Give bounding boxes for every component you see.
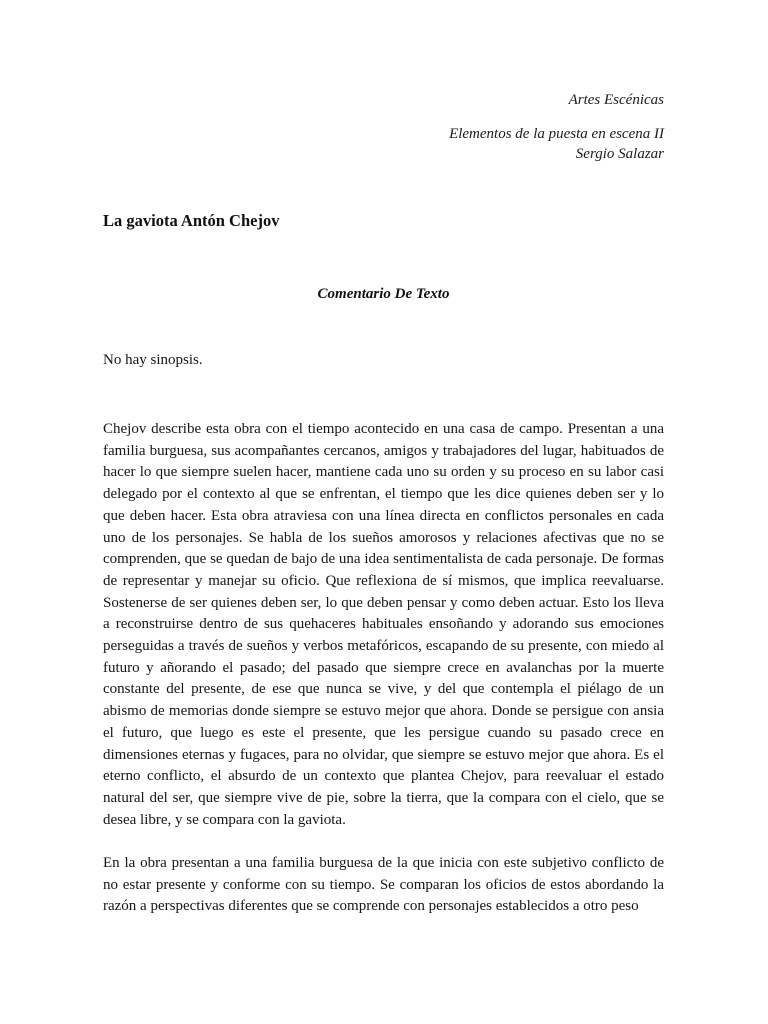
synopsis-note: No hay sinopsis. bbox=[103, 352, 203, 368]
body-paragraph-2: En la obra presentan a una familia burguesa de la que inicia con este subjetivo conflicto de no estar presente y conforme con su tiempo. Se comparan los oficios de estos abordando la razón a perspectivas diferentes que se comprende con personajes establecidos a otro peso bbox=[103, 855, 664, 915]
header-subtitle: Elementos de la puesta en escena II bbox=[449, 126, 664, 142]
header-course: Artes Escénicas bbox=[568, 92, 664, 108]
body-paragraph-1: Chejov describe esta obra con el tiempo acontecido en una casa de campo. Presentan a una familia burguesa, sus acompañantes cercanos, amigos y trabajadores del lugar, habituados de hacer lo que siempre suelen hacer, mantiene cada uno su orden y su proceso en su labor casi delegado por el contexto al que se enfrentan, el tiempo que les dice quienes deben ser y lo que deben hacer. Esta obra atraviesa con una línea directa en conflictos personales en cada uno de los personajes. Se habla de los sueños amorosos y relaciones afectivas que no se comprenden, que se quedan de bajo de una idea sentimentalista de cada personaje. De formas de representar y manejar su oficio. Que reflexiona de sí mismos, que implica reevaluarse. Sostenerse de ser quienes deben ser, lo que deben pensar y como deben actuar. Esto los lleva a reconstruirse dentro de sus quehaceres habituales ensoñando y adorando sus emociones perseguidas a través de sueños y verbos metafóricos, escapando de su presente, con miedo al futuro y añorando el pasado; del pasado que siempre crece en avalanchas por la muerte constante del presente, de ese que nunca se vive, y del que contempla el piélago de un abismo de memorias donde siempre se estuvo mejor que ahora. Donde se persigue con ansia el futuro, que luego es este el presente, que les persigue cuando su pasado crece en dimensiones eternas y fugaces, para no olvidar, que siempre se estuvo mejor que ahora. Es el eterno conflicto, el absurdo de un contexto que plantea Chejov, para reevaluar el estado natural del ser, que siempre vive de pie, sobre la tierra, que la compara con el cielo, que se desea libre, y se compara con la gaviota. bbox=[103, 421, 664, 828]
document-title: La gaviota Antón Chejov bbox=[103, 211, 280, 230]
section-heading: Comentario De Texto bbox=[317, 286, 450, 302]
header-author: Sergio Salazar bbox=[575, 146, 664, 162]
